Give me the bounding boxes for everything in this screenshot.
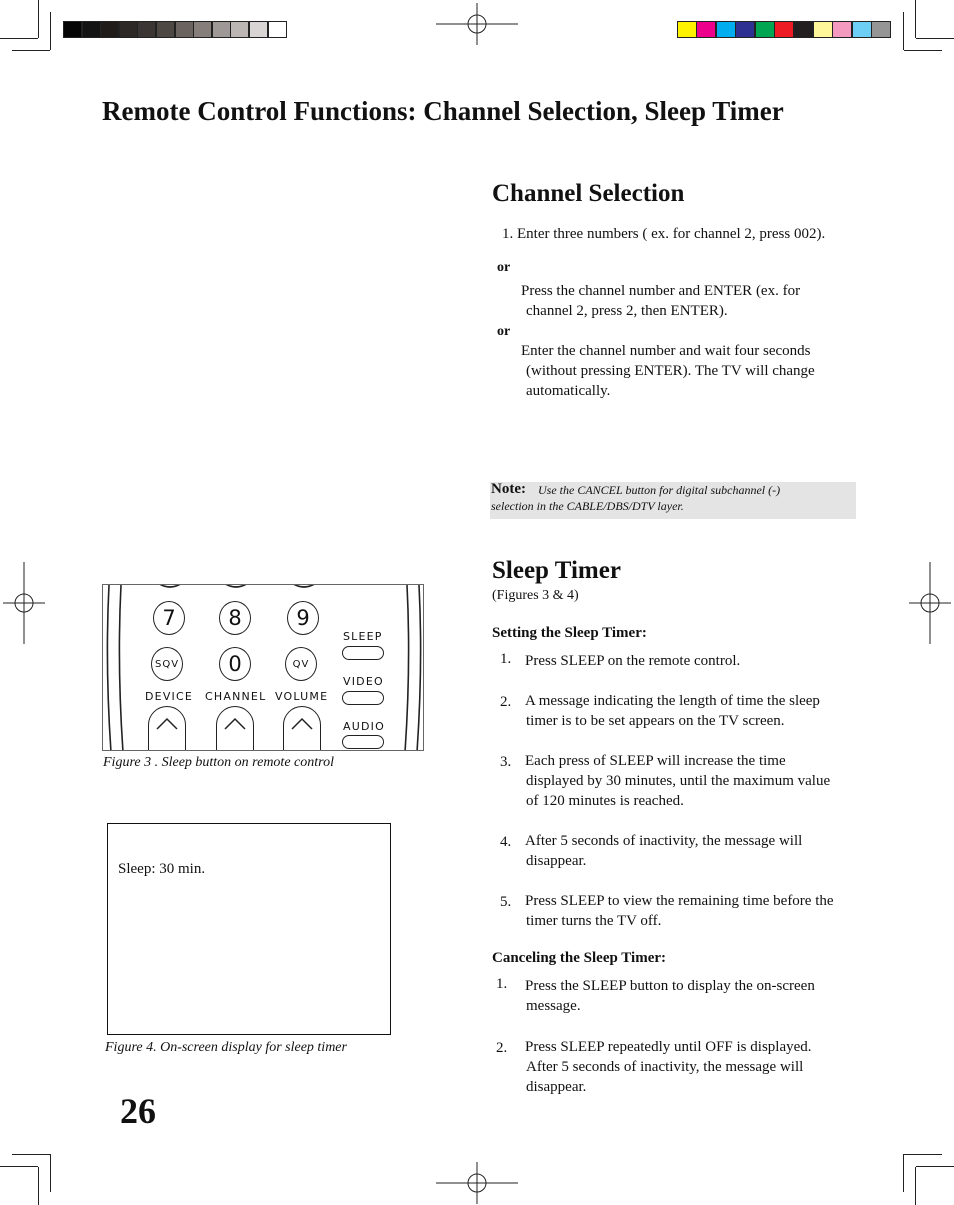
device-up-arrow-icon [148, 706, 186, 751]
color-swatch [735, 21, 755, 38]
or-label-1: or [497, 260, 511, 275]
step-text-line: Press the SLEEP button to display the on-screen [525, 978, 815, 994]
step-text-line: Each press of SLEEP will increase the time [525, 753, 786, 769]
remote-button-7: 7 [153, 601, 185, 635]
step-text-line: disappear. [526, 853, 587, 869]
color-swatch [813, 21, 833, 38]
step-number: 1. [496, 976, 508, 992]
on-screen-display-box [107, 823, 391, 1035]
gray-swatch [137, 21, 156, 38]
step-number: 2. [500, 694, 512, 710]
step-number: 3. [500, 754, 512, 770]
step-number: 4. [500, 834, 512, 850]
step-text-line: displayed by 30 minutes, until the maximum value [526, 773, 831, 789]
gray-swatch [175, 21, 194, 38]
step-text-line: Press SLEEP repeatedly until OFF is displayed. [525, 1039, 812, 1055]
step-text-line: Press SLEEP on the remote control. [525, 653, 741, 669]
gray-swatch [268, 21, 287, 38]
volume-up-arrow-icon [283, 706, 321, 751]
channel-option-3-line-2: (without pressing ENTER). The TV will change [526, 363, 815, 379]
figure-4-caption: Figure 4. On-screen display for sleep timer [105, 1040, 347, 1055]
channel-option-2-line-2: channel 2, press 2, then ENTER). [526, 303, 728, 319]
step-number: 2. [496, 1040, 508, 1056]
color-swatch [677, 21, 697, 38]
color-swatch [852, 21, 872, 38]
note-label: Note: [491, 481, 526, 497]
gray-swatch [119, 21, 138, 38]
step-text-line: timer turns the TV off. [526, 913, 662, 929]
remote-label-video: VIDEO [343, 675, 384, 688]
remote-button-9: 9 [287, 601, 319, 635]
gray-swatch [230, 21, 249, 38]
remote-video-button [342, 691, 384, 705]
note-text-line-1: Use the CANCEL button for digital subchannel (-) [538, 483, 781, 497]
page-number: 26 [120, 1091, 156, 1131]
crosshair-top [436, 3, 518, 45]
step-text-line: message. [526, 998, 581, 1014]
note-text-line-2: selection in the CABLE/DBS/DTV layer. [491, 499, 684, 513]
remote-label-volume: VOLUME [275, 690, 329, 703]
step-number: 1. [500, 651, 512, 667]
note-box [490, 482, 856, 519]
remote-sleep-button [342, 646, 384, 660]
figure-3-caption: Figure 3 . Sleep button on remote control [103, 755, 334, 770]
crosshair-right [909, 562, 951, 644]
gray-swatch [100, 21, 119, 38]
color-swatch [774, 21, 794, 38]
remote-label-sleep: SLEEP [343, 630, 383, 643]
remote-label-audio: AUDIO [343, 720, 385, 733]
channel-option-3-line-1: Enter the channel number and wait four seconds [521, 343, 811, 359]
gray-swatch [193, 21, 212, 38]
remote-label-channel: CHANNEL [205, 690, 267, 703]
step-text-line: timer is to be set appears on the TV screen. [526, 713, 785, 729]
color-swatch [696, 21, 716, 38]
remote-audio-button [342, 735, 384, 749]
remote-button-0: 0 [219, 647, 251, 681]
setting-sleep-timer-heading: Setting the Sleep Timer: [492, 625, 647, 641]
channel-option-2-line-1: Press the channel number and ENTER (ex. for [521, 283, 801, 299]
step-number: 5. [500, 894, 512, 910]
step-text-line: Press SLEEP to view the remaining time before the [525, 893, 834, 909]
or-label-2: or [497, 324, 511, 339]
osd-sleep-text: Sleep: 30 min. [118, 861, 206, 877]
gray-swatch [212, 21, 231, 38]
color-swatch [793, 21, 813, 38]
color-swatch [832, 21, 852, 38]
gray-swatch [63, 21, 82, 38]
gray-swatch [82, 21, 101, 38]
step-text-line: of 120 minutes is reached. [526, 793, 684, 809]
color-swatch [755, 21, 775, 38]
step-text-line: A message indicating the length of time the sleep [525, 693, 820, 709]
channel-option-3-line-3: automatically. [526, 383, 611, 399]
remote-button-qv: QV [285, 647, 317, 681]
remote-label-device: DEVICE [145, 690, 194, 703]
remote-control-illustration [102, 584, 424, 751]
gray-swatch [249, 21, 268, 38]
crosshair-left [3, 562, 45, 644]
channel-selection-heading: Channel Selection [492, 180, 685, 207]
figures-reference: (Figures 3 & 4) [492, 588, 579, 603]
step-text-line: disappear. [526, 1079, 587, 1095]
crosshair-bottom [436, 1162, 518, 1204]
page-title: Remote Control Functions: Channel Selection, Sleep Timer [102, 96, 784, 126]
channel-up-arrow-icon [216, 706, 254, 751]
step-text-line: After 5 seconds of inactivity, the message will [526, 1059, 804, 1075]
color-swatch [871, 21, 891, 38]
remote-button-8: 8 [219, 601, 251, 635]
gray-swatch [156, 21, 175, 38]
channel-step-1: 1. Enter three numbers ( ex. for channel 2, press 002). [502, 226, 826, 242]
color-swatch [716, 21, 736, 38]
remote-button-sqv: SQV [151, 647, 183, 681]
sleep-timer-heading: Sleep Timer [492, 557, 621, 584]
canceling-sleep-timer-heading: Canceling the Sleep Timer: [492, 950, 667, 966]
step-text-line: After 5 seconds of inactivity, the message will [525, 833, 803, 849]
